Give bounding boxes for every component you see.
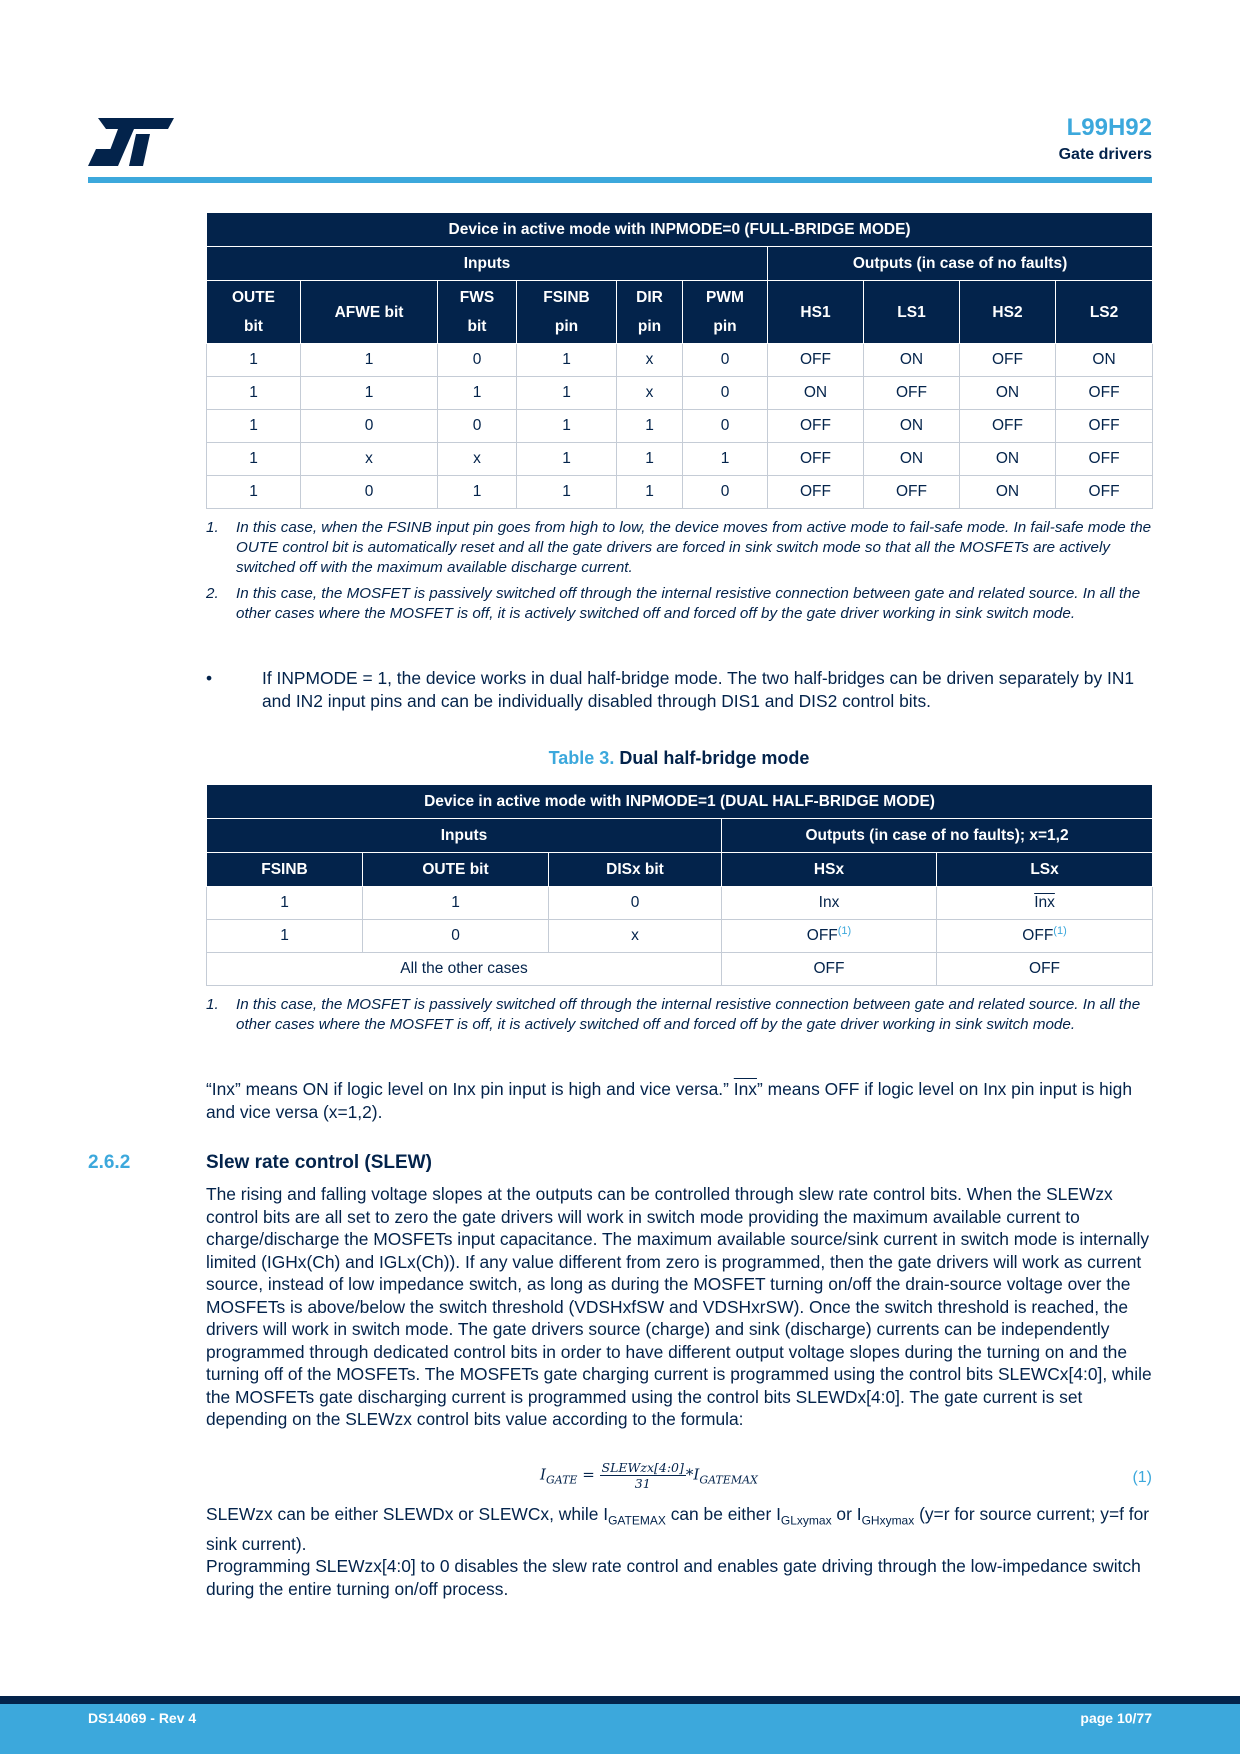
table-note: 1. In this case, when the FSINB input pin goes from high to low, the device moves from active mode to fail-safe mode. In fail-safe mode the OUTE control bit is automatically reset and all the gate drivers are forced in sink switch mode so that all the MOSFETs are actively switched off with the maximum available discharge current. [206,519,1152,576]
table-cell: OFF [722,953,937,986]
table-cell: Inx [722,887,937,920]
footnote-ref: (1) [1053,924,1067,937]
column-header: FSINB pin [517,281,617,344]
dual-half-bridge-table [206,784,1153,986]
table-cell: 1 [207,920,363,953]
table-cell: OFF [960,344,1056,377]
section-title: Slew rate control (SLEW) [206,1152,432,1173]
table-cell: 1 [207,476,301,509]
table-cell: 0 [301,410,438,443]
table-cell: 0 [683,476,768,509]
table-caption: Table 3. Dual half-bridge mode [548,748,810,768]
column-header: FSINB [207,853,363,887]
table-cell: 0 [683,410,768,443]
table-cell: OFF [1056,410,1153,443]
table-cell: OFF [864,377,960,410]
table-note: 2. In this case, the MOSFET is passively switched off through the internal resistive connection between gate and related source. In all the other cases where the MOSFET is off, it is actively switched off and forced off by the gate driver working in sink switch mode. [206,585,1141,622]
table-cell: ON [960,476,1056,509]
equation-number: (1) [1132,1469,1152,1486]
table-cell: 1 [617,476,683,509]
table-cell: 1 [301,377,438,410]
inx-paragraph: “Inx” means ON if logic level on Inx pin input is high and vice versa.” $\overline{Inx}$” means OFF if logic level on Inx pin input is high and vice versa (x=1,2). [206,1079,1133,1122]
table-cell: 1 [517,443,617,476]
table-cell: x [617,344,683,377]
svg-text:ST: ST [88,118,90,119]
table-cell: OFF$^{(1)}$ [937,920,1153,953]
full-bridge-table [206,212,1153,509]
table-cell: 1 [301,344,438,377]
table-cell: ON [864,344,960,377]
section-number: 2.6.2 [88,1152,131,1173]
column-header: LSx [937,853,1153,887]
table-row [207,920,1153,953]
table-cell: OFF [768,443,864,476]
table-cell: OFF [768,410,864,443]
table-cell: x [549,920,722,953]
column-header: AFWE bit [301,281,438,344]
column-header: PWM pin [683,281,768,344]
table-cell [937,887,1153,920]
table-cell: ON [960,443,1056,476]
table-cell: 0 [549,887,722,920]
column-header: LS1 [864,281,960,344]
table-cell: OFF [1056,377,1153,410]
table-cell: OFF [864,476,960,509]
table-cell: x [438,443,517,476]
table-cell: 0 [363,920,549,953]
st-logo [88,118,174,166]
column-header: FWS bit [438,281,517,344]
table-cell: 1 [517,344,617,377]
table-cell: OFF [1056,443,1153,476]
table-cell: 1 [617,410,683,443]
column-header: HSx [722,853,937,887]
table-cell: 1 [517,476,617,509]
table-cell: 0 [438,344,517,377]
table-cell: 1 [207,377,301,410]
header-rule [88,177,1152,183]
table-cell: 1 [207,344,301,377]
table-cell: 1 [517,410,617,443]
table-cell: 1 [363,887,549,920]
table-cell: OFF$^{(1)}$ [722,920,937,953]
page-number: page 10/77 [1080,1710,1152,1726]
slew-paragraph: SLEWzx can be either SLEWDx or SLEWCx, while $I_{GATEMAX}$ can be either $I_{GLxymax}$ or $I_{GHxymax}$ (y=r for source current; y=f for sink current). [206,1504,1150,1555]
overlined-inx: $\overline{Inx}$ [1034,894,1055,911]
column-header: LS2 [1056,281,1153,344]
table-cell: OFF [1056,476,1153,509]
table-title: Device in active mode with INPMODE=0 (FULL-BRIDGE MODE) [207,213,1153,247]
table-row [207,344,1153,377]
column-header: HS1 [768,281,864,344]
column-header: OUTE bit [363,853,549,887]
table-cell: OFF [768,344,864,377]
doc-subtitle: Gate drivers [1058,146,1152,163]
table-cell: All the other cases [207,953,722,986]
table-cell: 0 [438,410,517,443]
table-cell: 1 [683,443,768,476]
table-row [207,410,1153,443]
table-cell: OFF [768,476,864,509]
table-cell: OFF [960,410,1056,443]
table-cell: ON [864,443,960,476]
table-cell: 1 [438,377,517,410]
bullet-item: • If INPMODE = 1, the device works in dual half-bridge mode. The two half-bridges can be driven separately by IN1 and IN2 input pins and can be individually disabled through DIS1 and DIS2 control bits. [206,668,1135,711]
column-header: DIR pin [617,281,683,344]
table-cell: ON [768,377,864,410]
table-row [207,377,1153,410]
table-cell: 1 [438,476,517,509]
table-cell: 1 [517,377,617,410]
table-cell: 0 [683,377,768,410]
table-cell: 1 [207,443,301,476]
table-cell: 0 [301,476,438,509]
table-cell: x [301,443,438,476]
table-cell: ON [960,377,1056,410]
section-body: The rising and falling voltage slopes at the outputs can be controlled through slew rate control bits. When the SLEWzx control bits are all set to zero the gate drivers will work in switch mode providing the maximum available current to charge/discharge the MOSFETs input capacitance. The maximum available source/sink current in switch mode is internally limited (IGHx(Ch) and IGLx(Ch)). If any value different from zero is programmed, then the gate drivers will work as current source, instead of low impedance switch, as long as during the MOSFET turning on/off the drain-source voltage over the MOSFETs is above/below the switch threshold (VDSHxfSW and VDSHxrSW). Once the switch threshold is reached, the drivers will work in switch mode. The gate drivers source (charge) and sink (discharge) currents can be independently programmed through dedicated control bits in order to have different output voltage slopes during the turning on and the turning off of the MOSFETs. The MOSFETs gate charging current is programmed using the control bits SLEWCx[4:0], while the MOSFETs gate discharging current is programmed using the control bits SLEWDx[4:0]. The gate current is set depending on the SLEWzx control bits value according to the formula: [206,1184,1152,1429]
inputs-header: Inputs [207,247,768,281]
table-cell: 1 [207,887,363,920]
doc-title: L99H92 [1066,114,1152,141]
table-cell: OFF [937,953,1153,986]
table-row [207,476,1153,509]
table-cell: x [617,377,683,410]
outputs-header: Outputs (in case of no faults); x=1,2 [722,819,1153,853]
table-row [207,953,1153,986]
table-note: 1. In this case, the MOSFET is passively switched off through the internal resistive connection between gate and related source. In all the other cases where the MOSFET is off, it is actively switched off and forced off by the gate driver working in sink switch mode. [206,996,1141,1033]
table-cell: ON [864,410,960,443]
footer-rule [0,1696,1240,1704]
table-cell: 1 [617,443,683,476]
inputs-header: Inputs [207,819,722,853]
programming-paragraph: Programming SLEWzx[4:0] to 0 disables the slew rate control and enables gate driving through the low-impedance switch during the entire turning on/off process. [206,1556,1141,1599]
footnote-ref: (1) [837,924,852,937]
table-row [207,443,1153,476]
outputs-header: Outputs (in case of no faults) [768,247,1153,281]
column-header: DISx bit [549,853,722,887]
column-header: HS2 [960,281,1056,344]
doc-revision: DS14069 - Rev 4 [88,1710,197,1726]
table-cell: 0 [683,344,768,377]
column-header: OUTE bit [207,281,301,344]
table-cell: 1 [207,410,301,443]
formula: $I_{GATE}$ = $\frac{\text{SLEWzx[4:0]}}{31}$ $*I_{GATEMAX}$ [540,1460,758,1491]
table-cell: ON [1056,344,1153,377]
table-title: Device in active mode with INPMODE=1 (DUAL HALF-BRIDGE MODE) [207,785,1153,819]
table-row [207,887,1153,920]
